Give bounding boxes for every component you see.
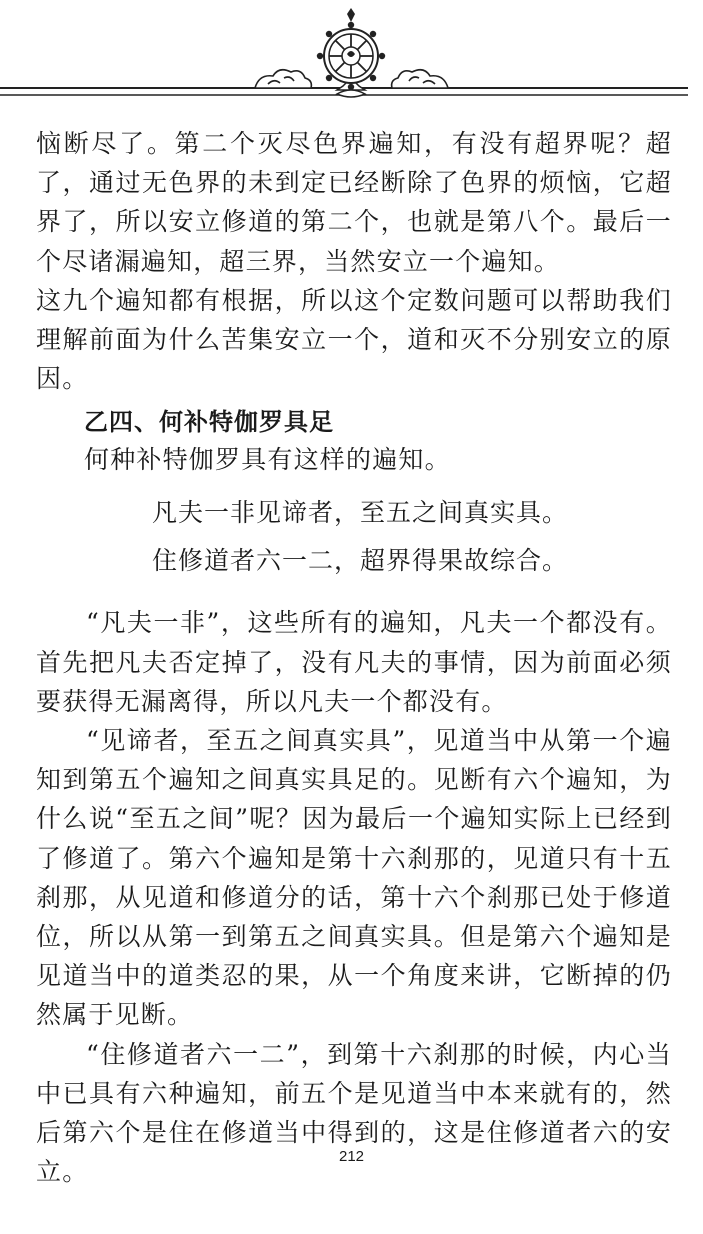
paragraph: “见谛者，至五之间真实具”，见道当中从第一个遍知到第五个遍知之间真实具足的。见断有六个遍知，为什么说“至五之间”呢？因为最后一个遍知实际上已经到了修道了。第六个遍知是第十六刹那的，见道只有十五刹那，从见道和修道分的话，第十六个刹那已处于修道位，所以从第一到第五之间真实具。但是第六个遍知是见道当中的道类忍的果，从一个角度来讲，它断掉的仍然属于见断。 [36, 726, 672, 1030]
paragraph: 这九个遍知都有根据，所以这个定数问题可以帮助我们理解前面为什么苦集安立一个，道和灭不分别安立的原因。 [36, 285, 672, 394]
section-intro: 何种补特伽罗具有这样的遍知。 [84, 445, 451, 475]
header-ornament [0, 0, 703, 110]
page-body [36, 124, 672, 1191]
section-heading: 乙四、何补特伽罗具足 [84, 408, 334, 437]
verse-line: 凡夫一非见谛者，至五之间真实具。 [152, 498, 569, 528]
paragraph: “住修道者六一二”，到第十六刹那的时候，内心当中已具有六种遍知，前五个是见道当中本来就有的，然后第六个是住在修道当中得到的，这是住修道者六的安立。 [36, 1039, 672, 1187]
page-header [0, 0, 703, 110]
paragraph: 恼断尽了。第二个灭尽色界遍知，有没有超界呢？超了，通过无色界的未到定已经断除了色界的烦恼，它超界了，所以安立修道的第二个，也就是第八个。最后一个尽诸漏遍知，超三界，当然安立一个遍知。 [36, 129, 672, 276]
verse-block [36, 493, 672, 581]
paragraph: “凡夫一非”，这些所有的遍知，凡夫一个都没有。首先把凡夫否定掉了，没有凡夫的事情，因为前面必须要获得无漏离得，所以凡夫一个都没有。 [36, 608, 672, 716]
dharma-wheel-icon [317, 8, 385, 97]
verse-line: 住修道者六一二，超界得果故综合。 [152, 546, 569, 576]
page-number: 212 [338, 1148, 365, 1165]
